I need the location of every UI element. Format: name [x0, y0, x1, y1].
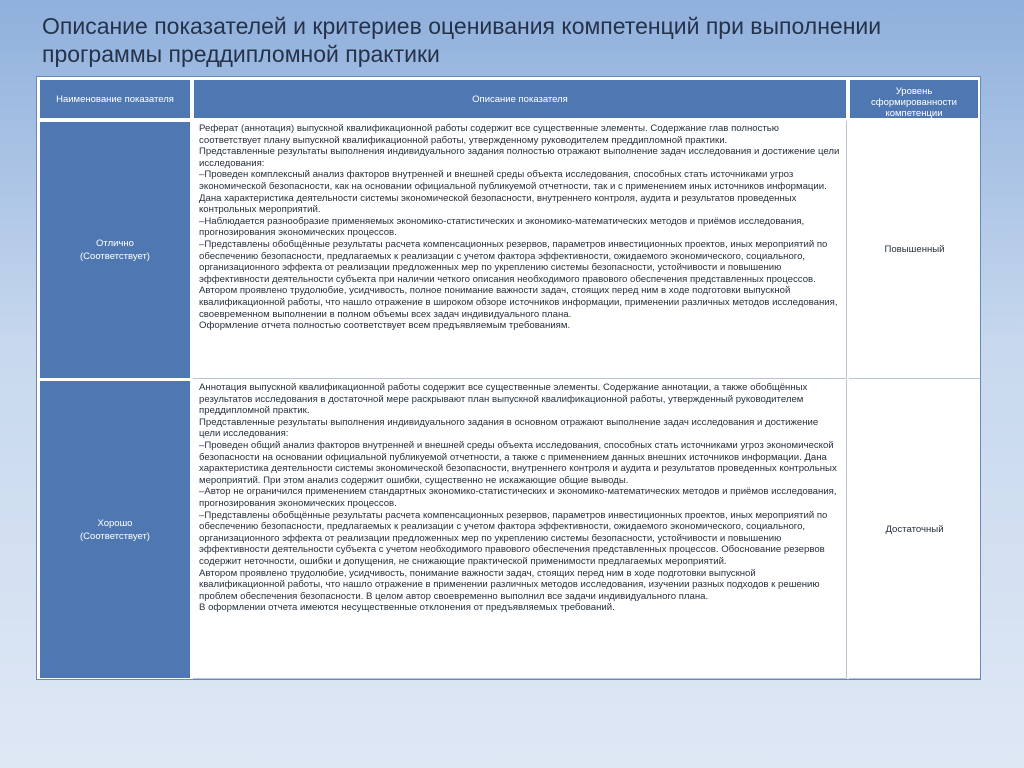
row-level-good: Достаточный — [849, 380, 980, 679]
description-paragraph: Реферат (аннотация) выпускной квалификационной работы содержит все существенные элементы. Содержание глав полностью соответствует плану выпускной квалификационной работы, утвержденному руководителем преддипломной практики. — [199, 123, 780, 146]
description-paragraph: В оформлении отчета имеются несущественные отклонения от предъявляемых требований. — [199, 602, 615, 614]
row-name-sublabel: (Соответствует) — [80, 251, 150, 262]
header-competence-level — [849, 79, 979, 119]
description-paragraph: Оформление отчета полностью соответствует всем предъявляемым требованиям. — [199, 320, 571, 332]
header-competence-level-text: Уровень сформированности компетенции — [871, 86, 957, 119]
description-paragraph: Представленные результаты выполнения индивидуального задания в основном отражают выполнение задач исследования и достижение цели исследования: — [199, 416, 819, 440]
row-description-excellent — [193, 121, 847, 379]
header-indicator-name: Наименование показателя — [39, 79, 191, 119]
row-name-excellent — [39, 121, 191, 379]
description-paragraph: –Наблюдается разнообразие применяемых экономико-статистических и экономико-математических методов и приёмов исследования, прогнозирования экономических процессов. — [199, 215, 805, 239]
description-paragraph: –Проведен комплексный анализ факторов внутренней и внешней среды объекта исследования, способных стать источниками угроз экономической безопасности, как на основании официальной публикуемой отчетности, так и с применением иных источников информации. Дана характеристика деятельности системы экономической безопасности, внутреннего контроля, аудита и результатов проведенных контрольных мероприятий. — [199, 169, 827, 216]
description-paragraph: –Представлены обобщённые результаты расчета компенсационных резервов, параметров инвестиционных проектов, иных мероприятий по обеспечению безопасности, предлагаемых к реализации с учетом фактора эффективности, ожидаемого экономического, социального, организационного эффекта от реализации предложенных мер по укреплению системы безопасности, устойчивости и повышению эффективности деятельности субъекта с учетом необходимого правового обеспечения представленных процессов. Обоснование резервов содержит неточности, ошибки и допущения, не снижающие практической применимости предлагаемых мероприятий. — [199, 509, 828, 567]
description-paragraph: –Проведен общий анализ факторов внутренней и внешней среды объекта исследования, способных стать источниками угроз экономической безопасности на основании официальной публикуемой отчетности, а также с применением данных внешних источников информации. Дана характеристика деятельности системы экономической безопасности, внутреннего контроля и аудита и результатов проведенных контрольных мероприятий. При этом анализ содержит ошибки, существенно не искажающие общие выводы. — [199, 439, 837, 486]
description-paragraph: –Представлены обобщённые результаты расчета компенсационных резервов, параметров инвестиционных проектов, иных мероприятий по обеспечению безопасности, предлагаемых к реализации с учетом фактора эффективности, ожидаемого экономического, социального, организационного эффекта от реализации предложенных мер по укреплению системы безопасности, устойчивости и повышению эффективности деятельности субъекта при наличии четкого описания необходимого правового обеспечения представленных процессов. — [199, 238, 828, 285]
description-paragraph: Автором проявлено трудолюбие, усидчивость, понимание важности задач, стоящих перед ним в ходе подготовки выпускной квалификационной работы, что нашло отражение в применении различных методов исследования, изучении разных подходов к решению проблем обеспечения безопасности. В целом автор своевременно выполнил все задачи индивидуального плана. — [199, 567, 820, 602]
slide-title: Описание показателей и критериев оценивания компетенций при выполнении программы преддипломной практики — [42, 13, 882, 67]
description-paragraph: Автором проявлено трудолюбие, усидчивость, полное понимание важности задач, стоящих перед ним в ходе подготовки выпускной квалификационной работы, что нашло отражение в широком обзоре источников информации, применении различных методов исследования, своевременном выполнении в полном объемы всех задач индивидуального плана. — [199, 285, 838, 320]
description-paragraph: –Автор не ограничился применением стандартных экономико-статистических и экономико-математических методов и приёмов исследования, прогнозирования экономических процессов. — [199, 486, 837, 509]
row-name-good — [39, 380, 191, 679]
row-level-excellent: Повышенный — [849, 121, 980, 379]
row-name-label: Хорошо — [97, 517, 133, 529]
description-paragraph: Аннотация выпускной квалификационной работы содержит все существенные элементы. Содержание аннотации, а также обобщённых результатов исследования в достаточной мере раскрывают план выпускной квалификационной работы, утвержденный руководителем преддипломной практик. — [199, 382, 808, 417]
description-paragraph: Представленные результаты выполнения индивидуального задания полностью отражают выполнение задач исследования и достижение цели исследования: — [199, 146, 840, 169]
header-indicator-description: Описание показателя — [193, 79, 847, 119]
criteria-table — [36, 76, 981, 680]
row-name-sublabel: (Соответствует) — [80, 530, 150, 542]
row-name-label: Отлично — [96, 238, 134, 249]
row-description-good — [193, 380, 847, 679]
